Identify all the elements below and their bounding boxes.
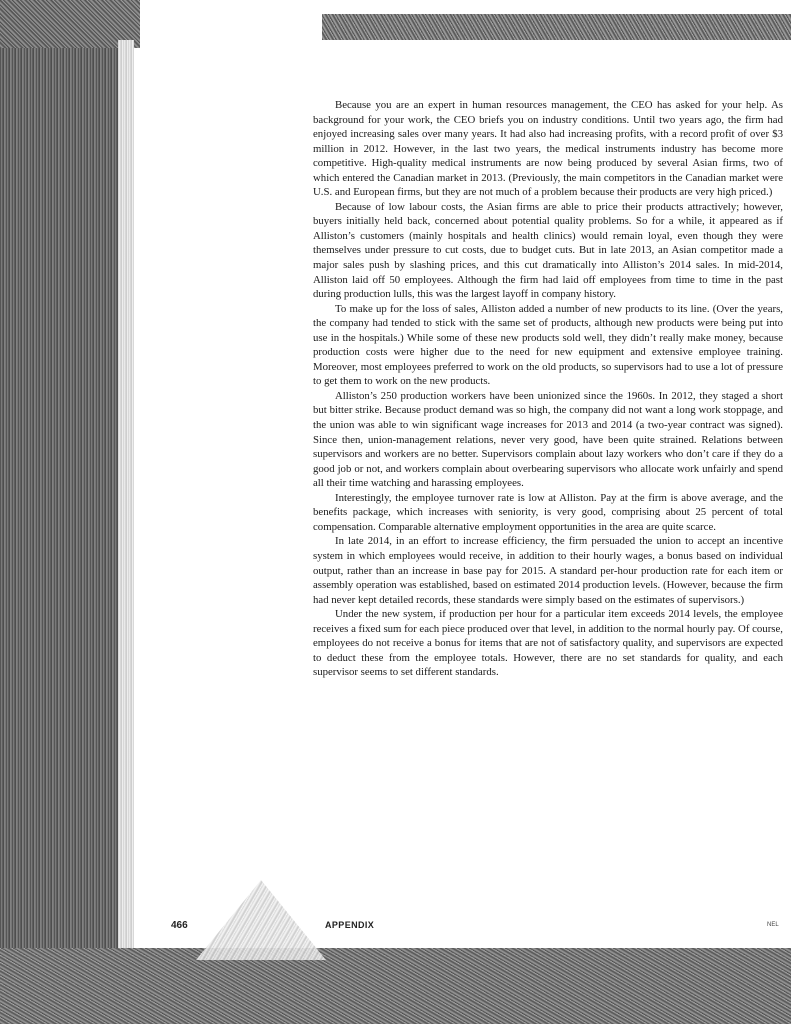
- paragraph: Interestingly, the employee turnover rate is low at Alliston. Pay at the firm is above average, and the benefits package, which increases with seniority, is very good, comprising about 25 percent of total compensation. Comparable alternative employment opportunities in the area are quite scarce.: [313, 491, 783, 533]
- paragraph: Alliston’s 250 production workers have been unionized since the 1960s. In 2012, they staged a short but bitter strike. Because product demand was so high, the company did not want a long work stoppage, and the union was able to win significant wage increases for 2013 and 2014 (a two-year contract was signed). Since then, union-management relations, never very good, have been quite strained. Relations between supervisors and workers are no better. Supervisors complain about lazy workers who don’t care if they do a good job or not, and workers complain about overbearing supervisors who allocate work unfairly and spend all their time watching and harassing employees.: [313, 389, 783, 490]
- running-head: APPENDIX: [325, 920, 375, 930]
- paragraph: To make up for the loss of sales, Alliston added a number of new products to its line. (Over the years, the company had tended to stick with the same set of products, although new products were being put into use in the hospitals.) While some of these new products sold well, they didn’t really make money, because production costs were higher due to the need for new equipment and extensive employee training. Moreover, most employees preferred to work on the old products, so supervisors had to use a lot of pressure to get them to work on the new products.: [313, 302, 783, 388]
- scan-bottom-shadow: [0, 948, 791, 1024]
- scan-top-shadow: [322, 14, 791, 40]
- paragraph: Under the new system, if production per hour for a particular item exceeds 2014 levels, the employee receives a fixed sum for each piece produced over that level, in addition to the normal hourly pay. Of course, employees do not receive a bonus for items that are not of satisfactory quality, and supervisors are expected to deduct these from the employee totals. However, there are no set standards for quality, and each supervisor seems to set different standards.: [313, 608, 783, 679]
- page-footer: [0, 920, 791, 936]
- paragraph: Because you are an expert in human resources management, the CEO has asked for your help. As background for your work, the CEO briefs you on industry conditions. Until two years ago, the firm had enjoyed increasing sales over many years. It had also had increasing profits, with a record profit of over $3 million in 2012. However, in the last two years, the medical instruments industry has become more competitive. High-quality medical instruments are now being produced by several Asian firms, two of which entered the Canadian market in 2013. (Previously, the main competitors in the Canadian market were U.S. and European firms, but they are not much of a problem because their products are very high priced.): [313, 99, 783, 199]
- page-edge-stack: [118, 40, 134, 950]
- paragraph: In late 2014, in an effort to increase efficiency, the firm persuaded the union to accept an incentive system in which employees would receive, in addition to their hourly wages, a bonus based on individual output, rather than an increase in base pay for 2015. A standard per-hour production rate for each item or assembly operation was established, based on estimated 2014 production levels. (However, because the firm had never kept detailed records, these standards were simply based on the estimates of supervisors.): [313, 535, 783, 606]
- paragraph: Because of low labour costs, the Asian firms are able to price their products attractively; however, buyers initially held back, concerned about potential quality problems. So for a while, it appeared as if Alliston’s customers (mainly hospitals and health clinics) would remain loyal, even though they were themselves under pressure to cut costs, due to budget cuts. But in late 2013, an Asian competitor made a major sales push by slashing prices, and this cut dramatically into Alliston’s 2014 sales. In mid-2014, Alliston laid off 50 employees. Although the firm had laid off employees from time to time in the past during production lulls, this was the largest layoff in company history.: [313, 200, 783, 301]
- body-text: [313, 98, 783, 680]
- page-number: 466: [171, 920, 188, 931]
- scan-spine-shadow: [0, 0, 132, 1024]
- publisher-mark: NEL: [767, 922, 779, 928]
